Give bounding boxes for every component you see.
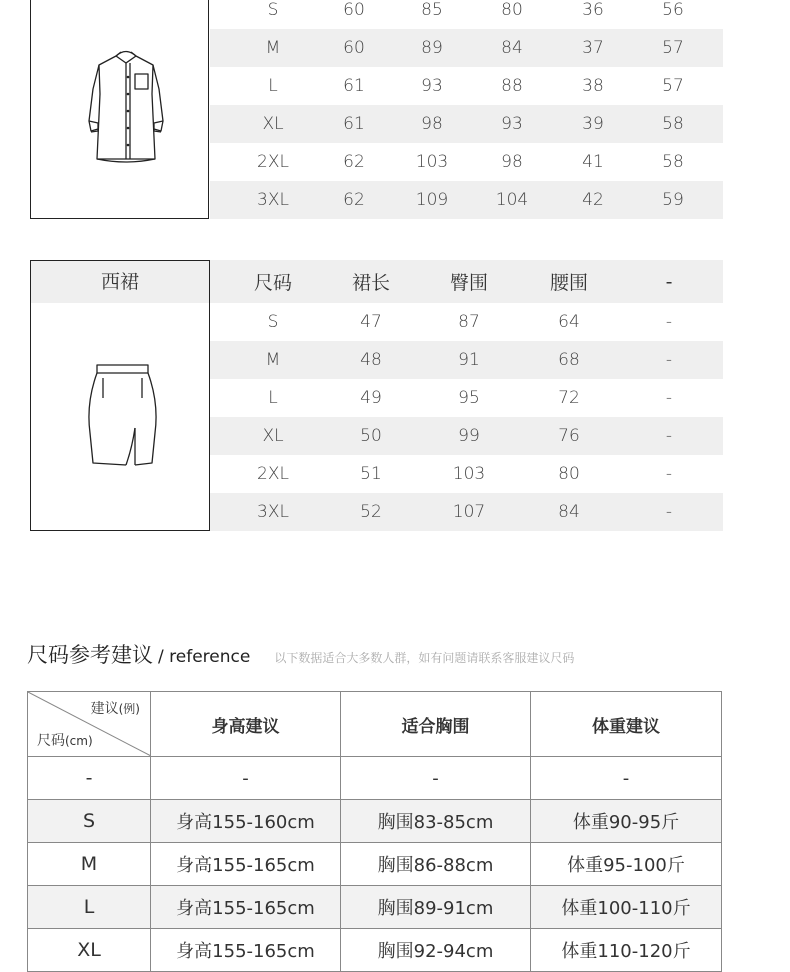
table-row — [28, 757, 722, 800]
value-cell: 68 — [558, 350, 580, 370]
size-cell: 2XL — [257, 152, 289, 172]
skirt-image-box — [30, 260, 210, 531]
size-cell: S — [267, 312, 279, 332]
value-cell: 76 — [558, 426, 580, 446]
header-cell: 体重建议 — [531, 692, 722, 757]
table-row — [210, 181, 723, 219]
table-row — [210, 341, 723, 379]
reference-subtitle: / reference — [158, 647, 251, 667]
value-cell: - — [665, 426, 673, 446]
shirt-icon — [31, 0, 210, 220]
skirt-size-table — [210, 260, 723, 531]
corner-top-label: 建议(例) — [90, 701, 140, 717]
shirt-image-box — [30, 0, 209, 219]
header-cell: 臀围 — [449, 272, 489, 294]
value-cell: 48 — [360, 350, 382, 370]
value-cell: 88 — [501, 76, 523, 96]
reference-note: 以下数据适合大多数人群，如有问题请联系客服建议尺码 — [274, 651, 575, 665]
size-cell: - — [28, 757, 151, 800]
table-row — [28, 886, 722, 929]
chest-cell: 胸围83-85cm — [341, 800, 531, 843]
value-cell: 107 — [452, 502, 486, 522]
size-cell: L — [268, 388, 278, 408]
value-cell: 84 — [558, 502, 580, 522]
value-cell: 80 — [501, 0, 523, 20]
size-cell: XL — [28, 929, 151, 972]
value-cell: 64 — [558, 312, 580, 332]
size-cell: M — [265, 38, 281, 58]
value-cell: 72 — [558, 388, 580, 408]
value-cell: 98 — [501, 152, 523, 172]
value-cell: 60 — [343, 38, 365, 58]
table-row — [210, 67, 723, 105]
weight-cell: 体重95-100斤 — [531, 843, 722, 886]
height-cell: 身高155-160cm — [151, 800, 341, 843]
size-cell: S — [28, 800, 151, 843]
header-cell: 尺码 — [253, 272, 293, 294]
value-cell: - — [665, 312, 673, 332]
height-cell: 身高155-165cm — [151, 929, 341, 972]
value-cell: 61 — [343, 114, 365, 134]
value-cell: - — [665, 464, 673, 484]
reference-heading — [27, 639, 574, 669]
value-cell: 52 — [360, 502, 382, 522]
value-cell: 103 — [452, 464, 486, 484]
header-cell: - — [665, 270, 673, 293]
corner-header-cell — [28, 692, 151, 757]
header-cell: 适合胸围 — [341, 692, 531, 757]
size-cell: XL — [262, 114, 284, 134]
chest-cell: - — [341, 757, 531, 800]
value-cell: 57 — [662, 76, 684, 96]
height-cell: - — [151, 757, 341, 800]
value-cell: 89 — [421, 38, 443, 58]
size-cell: XL — [262, 426, 284, 446]
skirt-title-band — [31, 261, 209, 303]
table-header-row — [210, 260, 723, 303]
value-cell: 95 — [458, 388, 480, 408]
weight-cell: 体重90-95斤 — [531, 800, 722, 843]
value-cell: - — [665, 350, 673, 370]
value-cell: 91 — [458, 350, 480, 370]
value-cell: 62 — [343, 190, 365, 210]
size-cell: L — [28, 886, 151, 929]
table-row — [210, 493, 723, 531]
value-cell: 49 — [360, 388, 382, 408]
value-cell: 58 — [662, 114, 684, 134]
size-reference-table — [27, 691, 722, 972]
table-row — [28, 843, 722, 886]
height-cell: 身高155-165cm — [151, 843, 341, 886]
value-cell: 93 — [421, 76, 443, 96]
size-cell: M — [265, 350, 281, 370]
table-row — [210, 303, 723, 341]
skirt-icon — [31, 303, 209, 530]
value-cell: 42 — [582, 190, 604, 210]
value-cell: 80 — [558, 464, 580, 484]
table-row — [210, 29, 723, 67]
height-cell: 身高155-165cm — [151, 886, 341, 929]
table-header-row — [28, 692, 722, 757]
value-cell: 98 — [421, 114, 443, 134]
size-cell: 2XL — [257, 464, 289, 484]
value-cell: 103 — [415, 152, 449, 172]
skirt-title: 西裙 — [100, 270, 139, 293]
table-row — [28, 800, 722, 843]
table-row — [210, 417, 723, 455]
value-cell: 38 — [582, 76, 604, 96]
value-cell: 57 — [662, 38, 684, 58]
value-cell: 60 — [343, 0, 365, 20]
table-row — [210, 455, 723, 493]
value-cell: 41 — [582, 152, 604, 172]
corner-bottom-label: 尺码(cm) — [37, 733, 93, 749]
value-cell: 47 — [360, 312, 382, 332]
header-cell: 腰围 — [549, 272, 589, 294]
value-cell: 51 — [360, 464, 382, 484]
size-cell: S — [267, 0, 279, 20]
size-cell: M — [28, 843, 151, 886]
table-row — [210, 143, 723, 181]
value-cell: 104 — [495, 190, 529, 210]
table-row — [210, 105, 723, 143]
value-cell: 36 — [582, 0, 604, 20]
table-row — [28, 929, 722, 972]
value-cell: 93 — [501, 114, 523, 134]
weight-cell: 体重110-120斤 — [531, 929, 722, 972]
value-cell: 56 — [662, 0, 684, 20]
value-cell: - — [665, 502, 673, 522]
chest-cell: 胸围92-94cm — [341, 929, 531, 972]
value-cell: 58 — [662, 152, 684, 172]
weight-cell: 体重100-110斤 — [531, 886, 722, 929]
size-cell: 3XL — [257, 190, 289, 210]
value-cell: 37 — [582, 38, 604, 58]
size-cell: L — [268, 76, 278, 96]
shirt-size-table — [210, 0, 723, 219]
table-row — [210, 379, 723, 417]
value-cell: 85 — [421, 0, 443, 20]
size-cell: 3XL — [257, 502, 289, 522]
chest-cell: 胸围89-91cm — [341, 886, 531, 929]
weight-cell: - — [531, 757, 722, 800]
chest-cell: 胸围86-88cm — [341, 843, 531, 886]
header-cell: 裙长 — [351, 272, 391, 294]
value-cell: - — [665, 388, 673, 408]
value-cell: 61 — [343, 76, 365, 96]
value-cell: 59 — [662, 190, 684, 210]
value-cell: 50 — [360, 426, 382, 446]
value-cell: 39 — [582, 114, 604, 134]
value-cell: 62 — [343, 152, 365, 172]
header-cell: 身高建议 — [151, 692, 341, 757]
value-cell: 99 — [458, 426, 480, 446]
table-row — [210, 0, 723, 29]
value-cell: 109 — [415, 190, 449, 210]
value-cell: 84 — [501, 38, 523, 58]
value-cell: 87 — [458, 312, 480, 332]
reference-title: 尺码参考建议 — [27, 643, 153, 667]
